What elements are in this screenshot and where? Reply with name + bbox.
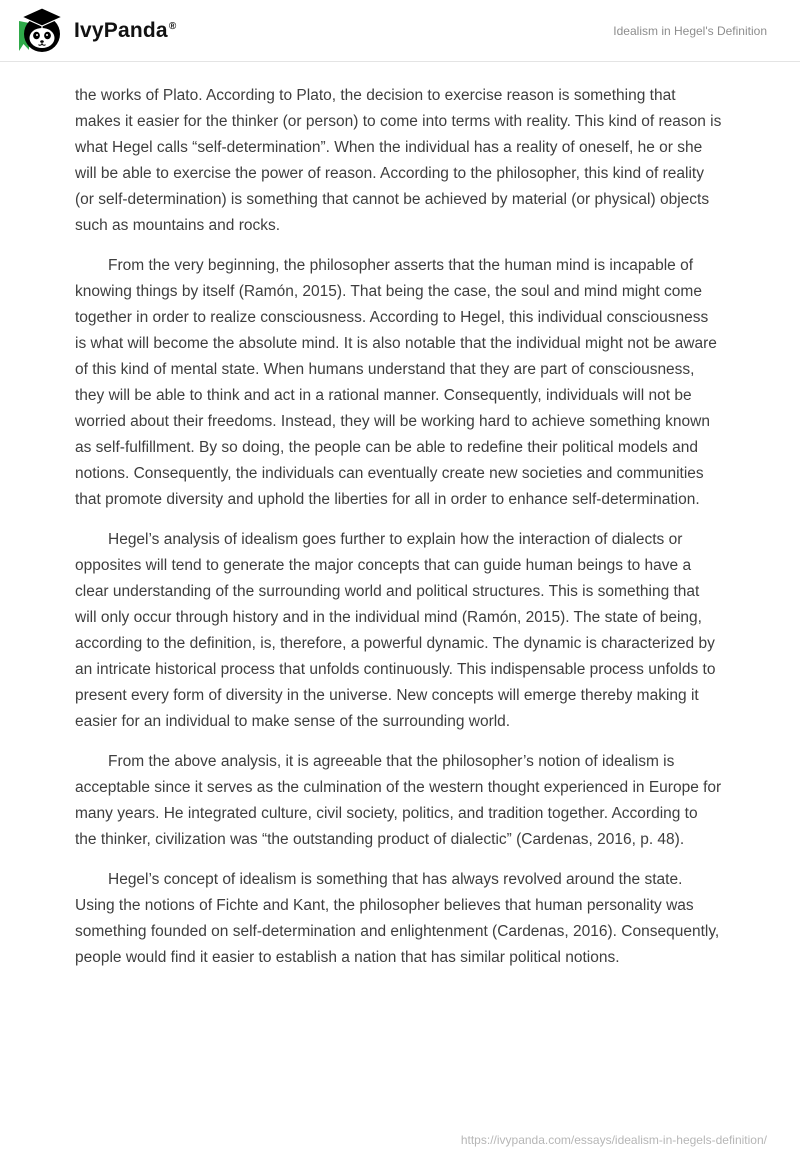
essay-paragraph-5: Hegel’s concept of idealism is something that has always revolved around the state. Using the notions of Fichte and Kant, the philosopher believes that human personality was something founded on self-determination and enlightenment (Cardenas, 2016). Consequently, people would find it easier to establish a nation that has similar political notions.: [75, 871, 720, 966]
essay-paragraph-1: the works of Plato. According to Plato, the decision to exercise reason is something that makes it easier for the thinker (or person) to come into terms with reality. This kind of reason is what Hegel calls “self-determination”. When the individual has a reality of oneself, he or she will be able to exercise the power of reason. According to the philosopher, this kind of reality (or self-determination) is something that cannot be achieved by material (or physical) objects such as mountains and rocks.: [75, 87, 722, 234]
essay-paragraph-4: From the above analysis, it is agreeable that the philosopher’s notion of idealism is acceptable since it serves as the culmination of the western thought experienced in Europe for many years. He integrated culture, civil society, politics, and tradition together. According to the thinker, civilization was “the outstanding product of dialectic” (Cardenas, 2016, p. 48).: [75, 753, 722, 848]
ivypanda-panda-logo-icon: [16, 6, 64, 56]
essay-paragraph-3: Hegel’s analysis of idealism goes further to explain how the interaction of dialects or opposites will tend to generate the major concepts that can guide human beings to have a clear understanding of the surrounding world and political structures. This is something that will only occur through history and in the individual mind (Ramón, 2015). The state of being, according to the definition, is, therefore, a powerful dynamic. The dynamic is characterized by an intricate historical process that unfolds continuously. This indispensable process unfolds to present every form of diversity in the universe. New concepts will emerge thereby making it easier for an individual to make sense of the surrounding world.: [75, 531, 716, 730]
essay-paragraph-2: From the very beginning, the philosopher asserts that the human mind is incapable of knowing things by itself (Ramón, 2015). That being the case, the soul and mind might come together in order to realize consciousness. According to Hegel, this individual consciousness is what will become the absolute mind. It is also notable that the individual might not be aware of this kind of mental state. When humans understand that they are part of consciousness, they will be able to think and act in a rational manner. Consequently, individuals will not be worried about their freedoms. Instead, they will be working hard to achieve something known as self-fulfillment. By so doing, the people can be able to redefine their political models and notions. Consequently, the individuals can eventually create new societies and communities that promote diversity and uphold the liberties for all in order to enhance self-determination.: [75, 257, 717, 508]
brand: [16, 6, 176, 56]
brand-name: IvyPanda®: [74, 18, 177, 42]
essay-body: [0, 62, 800, 971]
footer-source-url: https://ivypanda.com/essays/idealism-in-hegels-definition/: [460, 1133, 767, 1147]
registered-trademark: ®: [168, 20, 177, 32]
header-document-title: Idealism in Hegel's Definition: [613, 23, 767, 38]
page-header: [0, 0, 800, 62]
